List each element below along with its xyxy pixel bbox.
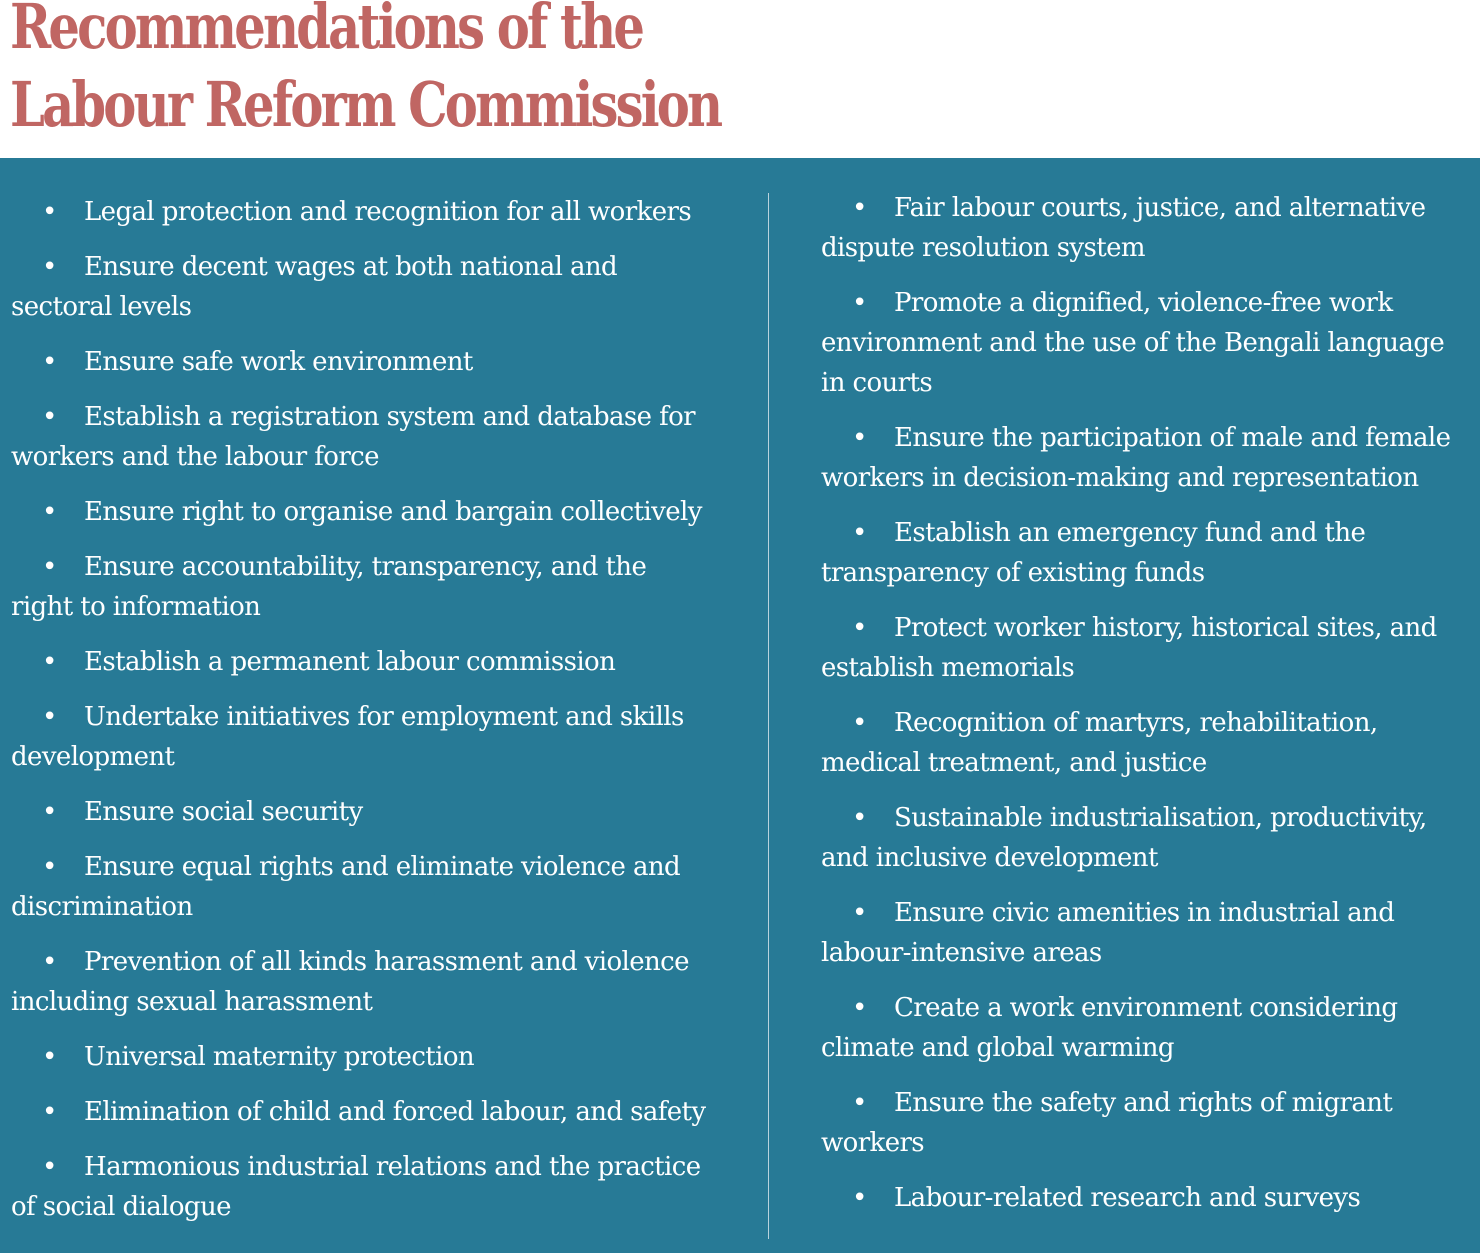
recommendation-text: Legal protection and recognition for all workers <box>84 197 692 227</box>
recommendation-text-line <box>821 1178 1471 1218</box>
recommendation-text: Establish a permanent labour commission <box>84 647 616 677</box>
recommendation-text: development <box>11 742 175 772</box>
recommendation-text: Ensure the participation of male and female <box>894 423 1451 453</box>
recommendation-text: of social dialogue <box>11 1192 231 1222</box>
recommendation-text: Promote a dignified, violence-free work <box>894 288 1393 318</box>
recommendation-text: Labour-related research and surveys <box>894 1183 1361 1213</box>
recommendation-item <box>821 703 1471 783</box>
recommendation-text: Protect worker history, historical sites, and <box>894 613 1437 643</box>
recommendation-text-line <box>11 247 751 287</box>
recommendation-text: medical treatment, and justice <box>821 748 1207 778</box>
bullet-icon: • <box>42 347 57 377</box>
recommendation-text-line <box>11 587 751 627</box>
bullet-icon: • <box>852 993 867 1023</box>
recommendation-text-line <box>821 933 1471 973</box>
recommendation-item <box>821 283 1471 403</box>
bullet-icon: • <box>852 708 867 738</box>
recommendation-text: labour-intensive areas <box>821 938 1102 968</box>
bullet-icon: • <box>42 1097 57 1127</box>
recommendation-item <box>11 1147 751 1227</box>
bullet-icon: • <box>42 252 57 282</box>
recommendation-text: workers <box>821 1128 925 1158</box>
bullet-icon: • <box>852 193 867 223</box>
recommendation-item <box>821 513 1471 593</box>
recommendation-item <box>11 192 751 232</box>
recommendation-text: Ensure social security <box>84 797 363 827</box>
recommendation-text: climate and global warming <box>821 1033 1174 1063</box>
recommendation-text: Sustainable industrialisation, productivity, <box>894 803 1427 833</box>
bullet-icon: • <box>42 497 57 527</box>
recommendation-text-line <box>11 982 751 1022</box>
recommendation-text: Ensure safe work environment <box>84 347 473 377</box>
bullet-icon: • <box>852 898 867 928</box>
recommendation-text-line <box>821 648 1471 688</box>
recommendation-text-line <box>11 397 751 437</box>
recommendation-text-line <box>821 418 1471 458</box>
bullet-icon: • <box>852 1088 867 1118</box>
recommendation-text-line <box>821 228 1471 268</box>
recommendation-text: sectoral levels <box>11 292 192 322</box>
recommendation-text-line <box>11 792 751 832</box>
bullet-icon: • <box>42 197 57 227</box>
recommendation-item <box>821 798 1471 878</box>
column-divider <box>768 193 769 1239</box>
recommendation-text-line <box>11 1092 751 1132</box>
recommendation-item <box>821 188 1471 268</box>
recommendation-text-line <box>821 363 1471 403</box>
recommendation-item <box>11 1037 751 1077</box>
recommendation-text: discrimination <box>11 892 193 922</box>
recommendation-text-line <box>11 1187 751 1227</box>
recommendation-text: Ensure civic amenities in industrial and <box>894 898 1395 928</box>
recommendation-item <box>821 1083 1471 1163</box>
bullet-icon: • <box>852 803 867 833</box>
recommendation-text: Establish a registration system and database for <box>84 402 696 432</box>
recommendation-item <box>11 247 751 327</box>
recommendation-text-line <box>11 942 751 982</box>
recommendation-text-line <box>821 703 1471 743</box>
recommendation-text-line <box>821 743 1471 783</box>
recommendation-text-line <box>821 1123 1471 1163</box>
recommendation-item <box>11 547 751 627</box>
recommendation-text-line <box>11 192 751 232</box>
recommendation-text: workers in decision-making and representation <box>821 463 1419 493</box>
recommendation-text-line <box>11 887 751 927</box>
recommendation-text: Prevention of all kinds harassment and violence <box>84 947 689 977</box>
recommendation-text: Elimination of child and forced labour, and safety <box>84 1097 706 1127</box>
recommendation-text: Ensure the safety and rights of migrant <box>894 1088 1393 1118</box>
recommendation-item <box>821 893 1471 973</box>
bullet-icon: • <box>42 947 57 977</box>
recommendation-text: Ensure accountability, transparency, and the <box>84 552 647 582</box>
recommendation-text: establish memorials <box>821 653 1075 683</box>
recommendation-text: including sexual harassment <box>11 987 373 1017</box>
recommendation-item <box>11 492 751 532</box>
recommendation-text-line <box>11 642 751 682</box>
recommendation-text: Create a work environment considering <box>894 993 1398 1023</box>
title-block <box>0 0 1480 158</box>
recommendation-item <box>11 342 751 382</box>
bullet-icon: • <box>852 613 867 643</box>
recommendation-item <box>11 792 751 832</box>
recommendation-text: Ensure decent wages at both national and <box>84 252 618 282</box>
recommendation-item <box>821 1178 1471 1218</box>
recommendation-text: transparency of existing funds <box>821 558 1205 588</box>
recommendation-text-line <box>821 608 1471 648</box>
recommendations-panel <box>0 158 1480 1253</box>
bullet-icon: • <box>42 702 57 732</box>
page-title-line-1: Recommendations of the <box>10 0 643 63</box>
recommendation-text: in courts <box>821 368 933 398</box>
recommendation-text-line <box>821 553 1471 593</box>
recommendation-item <box>11 942 751 1022</box>
recommendation-item <box>11 697 751 777</box>
recommendation-text-line <box>11 437 751 477</box>
bullet-icon: • <box>852 1183 867 1213</box>
bullet-icon: • <box>852 288 867 318</box>
recommendation-text-line <box>11 1037 751 1077</box>
recommendation-text-line <box>821 458 1471 498</box>
recommendation-item <box>11 397 751 477</box>
recommendation-text-line <box>11 697 751 737</box>
recommendation-item <box>11 642 751 682</box>
bullet-icon: • <box>42 797 57 827</box>
recommendation-item <box>821 418 1471 498</box>
bullet-icon: • <box>42 647 57 677</box>
recommendation-text: Recognition of martyrs, rehabilitation, <box>894 708 1378 738</box>
recommendation-text: Ensure equal rights and eliminate violence and <box>84 852 681 882</box>
recommendation-text: Undertake initiatives for employment and skills <box>84 702 684 732</box>
recommendation-text-line <box>821 893 1471 933</box>
recommendation-text-line <box>821 838 1471 878</box>
recommendation-text-line <box>11 342 751 382</box>
bullet-icon: • <box>852 423 867 453</box>
recommendation-text: workers and the labour force <box>11 442 379 472</box>
recommendation-text-line <box>821 283 1471 323</box>
recommendation-text: Harmonious industrial relations and the practice <box>84 1152 701 1182</box>
bullet-icon: • <box>42 402 57 432</box>
bullet-icon: • <box>42 1152 57 1182</box>
recommendation-text: Fair labour courts, justice, and alternative <box>894 193 1426 223</box>
bullet-icon: • <box>42 1042 57 1072</box>
bullet-icon: • <box>42 852 57 882</box>
recommendation-text-line <box>821 323 1471 363</box>
recommendation-text-line <box>11 737 751 777</box>
recommendation-text-line <box>821 798 1471 838</box>
recommendation-text-line <box>11 492 751 532</box>
recommendation-item <box>821 608 1471 688</box>
recommendation-item <box>11 1092 751 1132</box>
recommendation-text-line <box>11 287 751 327</box>
recommendation-text-line <box>821 188 1471 228</box>
recommendation-text-line <box>821 1028 1471 1068</box>
recommendation-text-line <box>821 1083 1471 1123</box>
recommendation-text: and inclusive development <box>821 843 1158 873</box>
recommendation-text: dispute resolution system <box>821 233 1145 263</box>
recommendation-text: environment and the use of the Bengali language <box>821 328 1445 358</box>
recommendation-text-line <box>821 513 1471 553</box>
recommendation-text: Establish an emergency fund and the <box>894 518 1366 548</box>
page-title-line-2: Labour Reform Commission <box>10 68 721 141</box>
recommendation-text: Universal maternity protection <box>84 1042 475 1072</box>
bullet-icon: • <box>852 518 867 548</box>
recommendation-text-line <box>11 1147 751 1187</box>
recommendation-text-line <box>821 988 1471 1028</box>
recommendation-text: right to information <box>11 592 261 622</box>
recommendation-item <box>821 988 1471 1068</box>
recommendation-text: Ensure right to organise and bargain collectively <box>84 497 702 527</box>
recommendation-text-line <box>11 847 751 887</box>
recommendation-text-line <box>11 547 751 587</box>
bullet-icon: • <box>42 552 57 582</box>
recommendation-item <box>11 847 751 927</box>
